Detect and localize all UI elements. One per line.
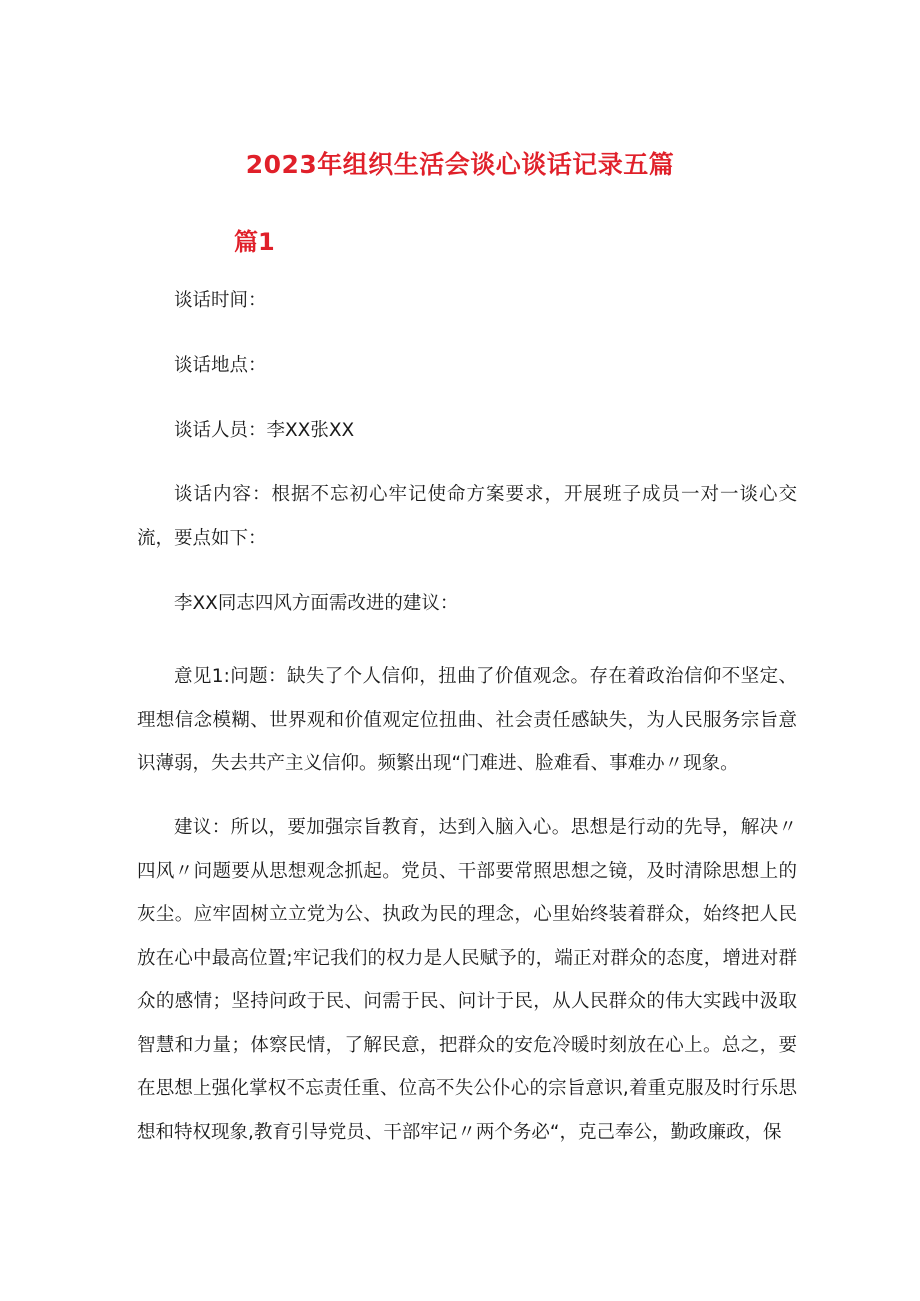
- opinion-paragraph: 意见1:问题：缺失了个人信仰，扭曲了价值观念。存在着政治信仰不坚定、理想信念模糊、世界观和价值观定位扭曲、社会责任感缺失，为人民服务宗旨意识薄弱，失去共产主义信仰。频繁出现“门难进、脸难看、事难办〃现象。: [137, 666, 797, 774]
- talk-content-paragraph: 谈话内容：根据不忘初心牢记使命方案要求，开展班子成员一对一谈心交流，要点如下：: [137, 484, 797, 549]
- document-title: 2023年组织生活会谈心谈话记录五篇: [245, 150, 675, 179]
- talk-time-label: 谈话时间：: [174, 290, 267, 311]
- suggestion-paragraph: 建议：所以，要加强宗旨教育，达到入脑入心。思想是行动的先导，解决〃四风〃问题要从思想观念抓起。党员、干部要常照思想之镜，及时清除思想上的灰尘。应牢固树立立党为公、执政为民的理念，心里始终装着群众，始终把人民放在心中最高位置;牢记我们的权力是人民赋予的，端正对群众的态度，增进对群众的感情；坚持问政于民、问需于民、问计于民，从人民群众的伟大实践中汲取智慧和力量；体察民情，了解民意，把群众的安危冷暖时刻放在心上。总之，要在思想上强化掌权不忘责任重、位高不失公仆心的宗旨意识,着重克服及时行乐思想和特权现象,教育引导党员、干部牢记〃两个务必“，克己奉公，勤政廉政，保: [137, 817, 797, 1143]
- talk-place-label: 谈话地点：: [174, 355, 267, 376]
- improvement-heading-paragraph: 李XX同志四风方面需改进的建议：: [174, 593, 459, 614]
- talk-people-label: 谈话人员：李XX张XX: [174, 420, 355, 441]
- section-heading: 篇1: [234, 228, 275, 256]
